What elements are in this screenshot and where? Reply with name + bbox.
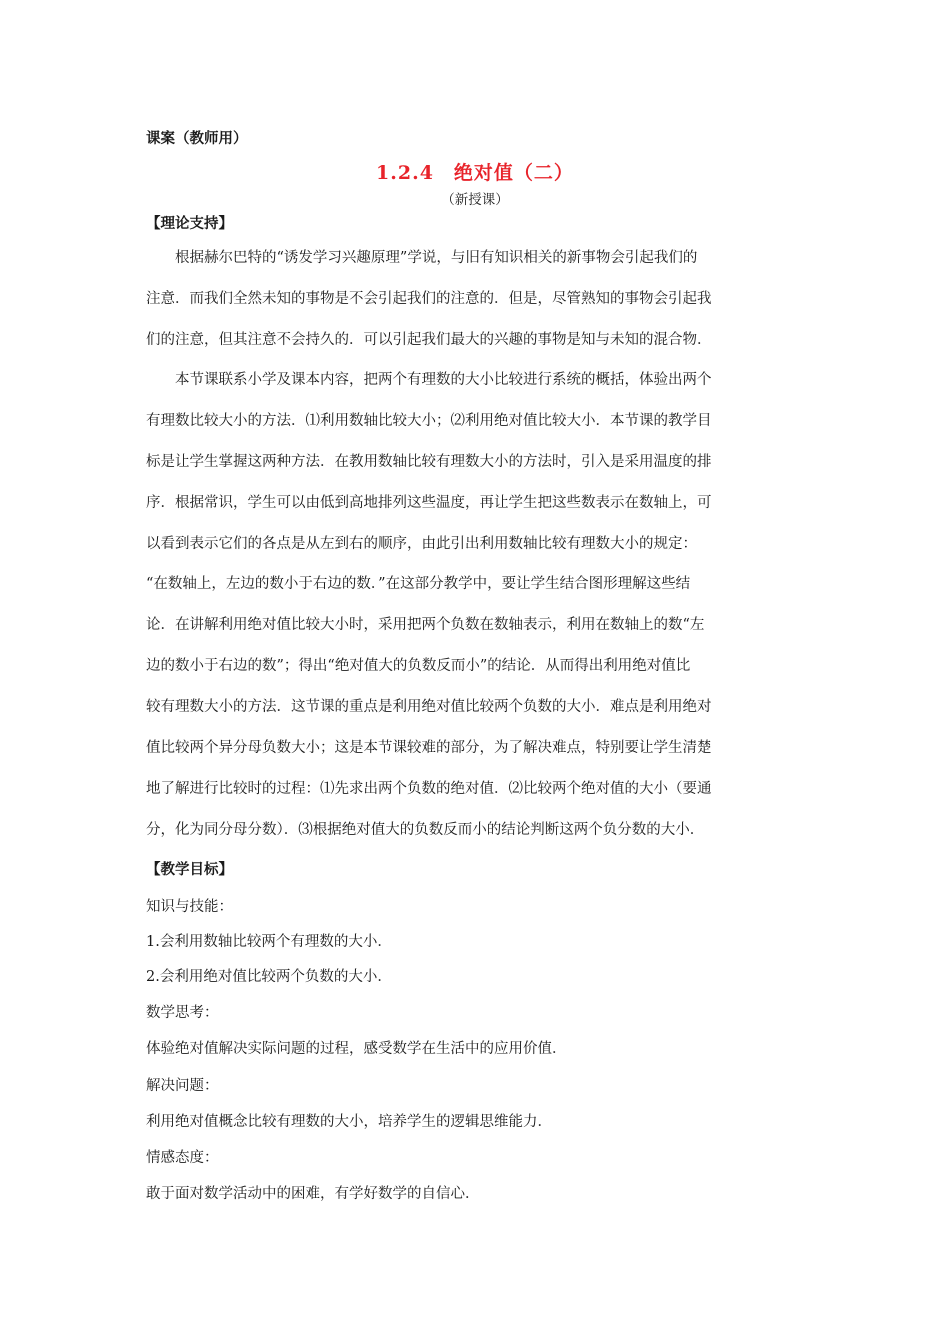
thinking-label: 数学思考： bbox=[146, 1005, 219, 1021]
document-type-label: 课案（教师用） bbox=[146, 130, 248, 147]
text-line: 们的注意，但其注意不会持久的．可以引起我们最大的兴趣的事物是知与未知的混合物． bbox=[146, 331, 712, 348]
text-line: 值比较两个异分母负数大小；这是本节课较难的部分，为了解决难点，特别要让学生清楚 bbox=[146, 740, 712, 757]
knowledge-label: 知识与技能： bbox=[146, 899, 233, 915]
theory-paragraph-1 bbox=[146, 238, 806, 361]
text-line: 论．在讲解利用绝对值比较大小时，采用把两个负数在数轴表示，利用在数轴上的数“左 bbox=[146, 617, 705, 634]
text-line: 边的数小于右边的数”；得出“绝对值大的负数反而小”的结论．从而得出利用绝对值比 bbox=[146, 658, 691, 675]
text-line: 地了解进行比较时的过程：⑴先求出两个负数的绝对值．⑵比较两个绝对值的大小（要通 bbox=[146, 780, 712, 797]
problem-text: 利用绝对值概念比较有理数的大小，培养学生的逻辑思维能力． bbox=[146, 1114, 552, 1130]
text-line: 本节课联系小学及课本内容，把两个有理数的大小比较进行系统的概括，体验出两个 bbox=[146, 372, 712, 388]
theory-paragraph-2 bbox=[146, 360, 806, 851]
problem-label: 解决问题： bbox=[146, 1078, 219, 1094]
text-line: 有理数比较大小的方法．⑴利用数轴比较大小；⑵利用绝对值比较大小．本节课的教学目 bbox=[146, 412, 712, 429]
text-line: 较有理数大小的方法．这节课的重点是利用绝对值比较两个负数的大小．难点是利用绝对 bbox=[146, 699, 712, 716]
text-line: 标是让学生掌握这两种方法．在教用数轴比较有理数大小的方法时，引入是采用温度的排 bbox=[146, 453, 712, 470]
thinking-text: 体验绝对值解决实际问题的过程，感受数学在生活中的应用价值． bbox=[146, 1041, 567, 1057]
attitude-text: 敢于面对数学活动中的困难，有学好数学的自信心． bbox=[146, 1186, 480, 1202]
text-line: 以看到表示它们的各点是从左到右的顺序，由此引出利用数轴比较有理数大小的规定： bbox=[146, 535, 697, 552]
attitude-label: 情感态度： bbox=[146, 1150, 219, 1166]
knowledge-item-2: 2.会利用绝对值比较两个负数的大小． bbox=[146, 969, 392, 985]
text-line: 序．根据常识，学生可以由低到高地排列这些温度，再让学生把这些数表示在数轴上，可 bbox=[146, 494, 712, 511]
lesson-title: 1.2.4 绝对值（二） bbox=[376, 162, 574, 184]
knowledge-item-1: 1.会利用数轴比较两个有理数的大小． bbox=[146, 934, 392, 950]
objectives-heading: 【教学目标】 bbox=[146, 861, 233, 878]
text-line: 分，化为同分母分数）．⑶根据绝对值大的负数反而小的结论判断这两个负分数的大小． bbox=[146, 821, 705, 838]
lesson-subtitle: （新授课） bbox=[441, 192, 509, 208]
text-line: “在数轴上，左边的数小于右边的数．”在这部分教学中，要让学生结合图形理解这些结 bbox=[146, 576, 691, 593]
theory-heading: 【理论支持】 bbox=[146, 215, 233, 232]
text-line: 根据赫尔巴特的“诱发学习兴趣原理”学说，与旧有知识相关的新事物会引起我们的 bbox=[146, 250, 698, 266]
text-line: 注意．而我们全然未知的事物是不会引起我们的注意的．但是，尽管熟知的事物会引起我 bbox=[146, 290, 712, 307]
